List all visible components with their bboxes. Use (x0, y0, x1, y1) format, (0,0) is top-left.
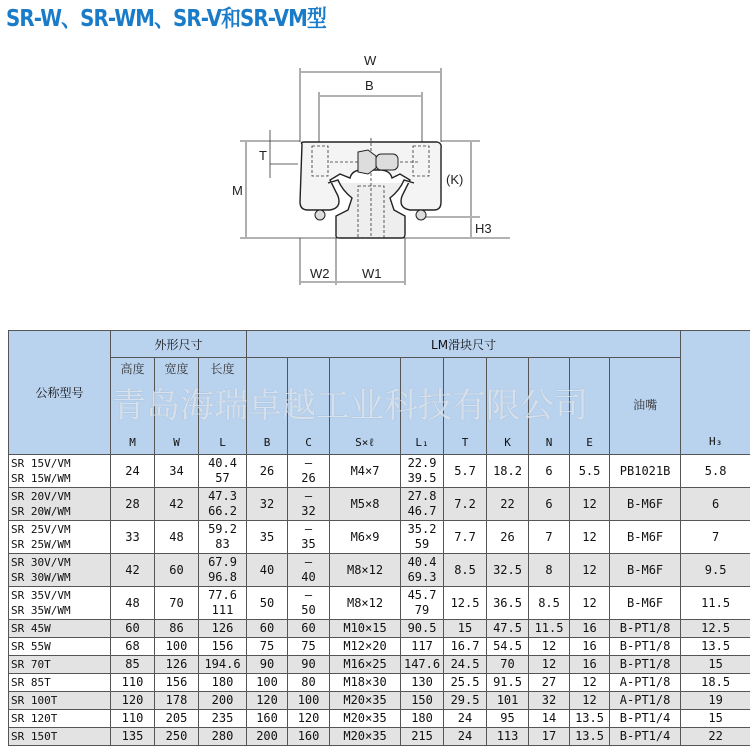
cell-s: M5×8 (330, 488, 401, 521)
cell-e: 12 (570, 692, 610, 710)
cell-t: 24 (444, 728, 487, 746)
cell-h3: 9.5 (681, 554, 750, 587)
header-col-11 (610, 358, 681, 455)
cell-e: 16 (570, 620, 610, 638)
cell-m: 135 (111, 728, 155, 746)
header-outer-dimensions: 外形尺寸 (111, 331, 247, 358)
header-symbol: B (263, 436, 271, 449)
cell-m: 48 (111, 587, 155, 620)
cell-line: 45.7 (407, 588, 437, 602)
cell-model: SR 55W (9, 638, 111, 656)
cell-b: 40 (247, 554, 288, 587)
cell-line: 40 (301, 570, 316, 584)
header-col-9 (529, 358, 570, 455)
cell-b: 50 (247, 587, 288, 620)
cell-s: M20×35 (330, 728, 401, 746)
cell-nipple: A-PT1/8 (610, 674, 681, 692)
cell-w: 34 (155, 455, 199, 488)
cell-l1: 180 (401, 710, 444, 728)
cell-n: 32 (529, 692, 570, 710)
cell-t: 5.7 (444, 455, 487, 488)
cell-w: 70 (155, 587, 199, 620)
cell-s: M8×12 (330, 554, 401, 587)
cell-w: 250 (155, 728, 199, 746)
cell-line: SR 20V/VM (11, 490, 71, 503)
cell-s: M12×20 (330, 638, 401, 656)
cell-c: 75 (288, 638, 330, 656)
cell-line: 46.7 (407, 504, 437, 518)
cell-l1: 130 (401, 674, 444, 692)
cell-k: 26 (487, 521, 529, 554)
cell-m: 60 (111, 620, 155, 638)
cell-line: 39.5 (407, 471, 437, 485)
cell-model: SR 70T (9, 656, 111, 674)
cell-line: 47.3 (208, 489, 237, 503)
cell-s: M8×12 (330, 587, 401, 620)
cell-line: 96.8 (208, 570, 237, 584)
cell-line: SR 35V/VM (11, 589, 71, 602)
cell-nipple: B-PT1/4 (610, 710, 681, 728)
cell-k: 113 (487, 728, 529, 746)
cell-line: SR 20W/WM (11, 505, 71, 518)
cell-line: — (304, 489, 313, 503)
cell-model: SR 85T (9, 674, 111, 692)
cell-h3: 15 (681, 710, 750, 728)
cell-s: M20×35 (330, 692, 401, 710)
cell-line: 77.6 (208, 588, 237, 602)
cell-t: 24.5 (444, 656, 487, 674)
cell-line: 83 (215, 537, 230, 551)
cell-k: 22 (487, 488, 529, 521)
cell-m: 120 (111, 692, 155, 710)
cell-model: SR 120T (9, 710, 111, 728)
header-symbol: K (504, 436, 511, 449)
cell-h3: 11.5 (681, 587, 750, 620)
cell-m: 110 (111, 674, 155, 692)
cell-m: 24 (111, 455, 155, 488)
cell-n: 17 (529, 728, 570, 746)
cell-n: 14 (529, 710, 570, 728)
cell-model (9, 521, 111, 554)
linear-guide-cross-section-diagram (230, 50, 510, 290)
cell-e: 5.5 (570, 455, 610, 488)
header-symbol: E (586, 436, 593, 449)
cell-line: 59.2 (208, 522, 237, 536)
dim-label-b: B (365, 78, 374, 93)
header-cn-label: 长度 (210, 362, 235, 376)
cell-w: 48 (155, 521, 199, 554)
cell-b: 32 (247, 488, 288, 521)
cell-line: SR 30V/VM (11, 556, 71, 569)
cell-m: 68 (111, 638, 155, 656)
cell-line: SR 25V/VM (11, 523, 71, 536)
cell-t: 15 (444, 620, 487, 638)
cell-model: SR 45W (9, 620, 111, 638)
dim-label-k: (K) (446, 172, 464, 187)
table-row (9, 710, 750, 728)
cell-l1 (401, 488, 444, 521)
cell-s: M6×9 (330, 521, 401, 554)
header-symbol: N (545, 436, 553, 449)
cell-nipple: B-PT1/4 (610, 728, 681, 746)
cell-h3: 22 (681, 728, 750, 746)
header-col-1 (155, 358, 199, 455)
header-model: 公称型号 (9, 331, 111, 455)
cell-s: M18×30 (330, 674, 401, 692)
header-col-2 (199, 358, 247, 455)
cell-e: 13.5 (570, 710, 610, 728)
cell-l1 (401, 587, 444, 620)
cell-b: 100 (247, 674, 288, 692)
cell-line: 66.2 (208, 504, 237, 518)
table-row (9, 656, 750, 674)
dim-label-h3: H3 (475, 221, 492, 236)
cell-n: 6 (529, 455, 570, 488)
cell-model (9, 587, 111, 620)
header-cn-label: 宽度 (164, 362, 189, 376)
cell-s: M4×7 (330, 455, 401, 488)
cell-model: SR 150T (9, 728, 111, 746)
cell-line: SR 15V/VM (11, 457, 71, 470)
cell-line: 69.3 (407, 570, 437, 584)
table-row (9, 455, 750, 488)
cell-k: 36.5 (487, 587, 529, 620)
cell-e: 12 (570, 587, 610, 620)
cell-l: 180 (199, 674, 247, 692)
cell-t: 7.7 (444, 521, 487, 554)
cell-c (288, 587, 330, 620)
cell-b: 60 (247, 620, 288, 638)
cell-c: 160 (288, 728, 330, 746)
cell-n: 12 (529, 656, 570, 674)
cell-k: 95 (487, 710, 529, 728)
cell-w: 126 (155, 656, 199, 674)
cell-s: M16×25 (330, 656, 401, 674)
cell-line: SR 15W/WM (11, 472, 71, 485)
cell-l: 280 (199, 728, 247, 746)
cell-c: 100 (288, 692, 330, 710)
header-col-7 (444, 358, 487, 455)
cell-l (199, 521, 247, 554)
cell-m: 28 (111, 488, 155, 521)
cell-line: 32 (301, 504, 316, 518)
cell-b: 90 (247, 656, 288, 674)
cell-model (9, 455, 111, 488)
cell-k: 91.5 (487, 674, 529, 692)
cell-l (199, 455, 247, 488)
cell-t: 25.5 (444, 674, 487, 692)
cell-w: 86 (155, 620, 199, 638)
header-symbol: M (129, 436, 136, 449)
cell-t: 8.5 (444, 554, 487, 587)
cell-s: M10×15 (330, 620, 401, 638)
cell-s: M20×35 (330, 710, 401, 728)
cell-w: 60 (155, 554, 199, 587)
cell-n: 8.5 (529, 587, 570, 620)
dim-label-w: W (364, 53, 377, 68)
table-row (9, 638, 750, 656)
cell-h3: 12.5 (681, 620, 750, 638)
cell-l: 235 (199, 710, 247, 728)
cell-w: 42 (155, 488, 199, 521)
cell-l (199, 488, 247, 521)
cell-l1: 150 (401, 692, 444, 710)
cell-k: 70 (487, 656, 529, 674)
cell-nipple: B-PT1/8 (610, 620, 681, 638)
cell-nipple: PB1021B (610, 455, 681, 488)
dim-label-m: M (232, 183, 243, 198)
cell-c (288, 521, 330, 554)
cell-n: 6 (529, 488, 570, 521)
cell-l1 (401, 554, 444, 587)
cell-nipple: B-M6F (610, 488, 681, 521)
cell-c: 60 (288, 620, 330, 638)
dim-label-t: T (259, 148, 267, 163)
cell-b: 26 (247, 455, 288, 488)
cell-nipple: B-PT1/8 (610, 638, 681, 656)
header-col-5 (330, 358, 401, 455)
cell-k: 101 (487, 692, 529, 710)
cell-n: 27 (529, 674, 570, 692)
cell-k: 47.5 (487, 620, 529, 638)
table-row (9, 587, 750, 620)
cell-line: — (304, 522, 313, 536)
cell-e: 13.5 (570, 728, 610, 746)
cell-b: 120 (247, 692, 288, 710)
cell-n: 7 (529, 521, 570, 554)
cell-l1 (401, 455, 444, 488)
cell-m: 85 (111, 656, 155, 674)
header-cn-label: 高度 (120, 362, 145, 376)
cell-e: 12 (570, 488, 610, 521)
cell-line: 26 (301, 471, 316, 485)
cell-line: 40.4 (407, 555, 437, 569)
header-symbol: L₁ (415, 436, 429, 449)
header-block-dimensions: LM滑块尺寸 (247, 331, 681, 358)
cell-line: 111 (211, 603, 234, 617)
cell-e: 12 (570, 554, 610, 587)
dim-label-w1: W1 (362, 266, 382, 281)
cell-line: 67.9 (208, 555, 237, 569)
cell-k: 18.2 (487, 455, 529, 488)
cell-line: SR 25W/WM (11, 538, 71, 551)
cell-e: 16 (570, 638, 610, 656)
cell-line: — (304, 456, 313, 470)
cell-t: 16.7 (444, 638, 487, 656)
cell-l1 (401, 521, 444, 554)
cell-nipple: B-M6F (610, 587, 681, 620)
header-h3: H₃ (681, 331, 750, 455)
cell-e: 12 (570, 521, 610, 554)
cell-m: 33 (111, 521, 155, 554)
cell-line: 40.4 (208, 456, 237, 470)
cell-line: 27.8 (407, 489, 437, 503)
cell-w: 205 (155, 710, 199, 728)
cell-h3: 5.8 (681, 455, 750, 488)
header-col-4 (288, 358, 330, 455)
cell-l1: 90.5 (401, 620, 444, 638)
cell-nipple: A-PT1/8 (610, 692, 681, 710)
cell-model: SR 100T (9, 692, 111, 710)
cell-n: 11.5 (529, 620, 570, 638)
cell-l: 194.6 (199, 656, 247, 674)
cell-line: 50 (301, 603, 316, 617)
cell-line: 59 (414, 537, 430, 551)
cell-line: SR 35W/WM (11, 604, 71, 617)
cell-l1: 147.6 (401, 656, 444, 674)
table-row (9, 728, 750, 746)
cell-line: 35 (301, 537, 316, 551)
table-row (9, 620, 750, 638)
cell-l: 156 (199, 638, 247, 656)
page-title: SR-W、SR-WM、SR-V和SR-VM型 (6, 6, 326, 32)
header-symbol: W (173, 436, 180, 449)
table-row (9, 674, 750, 692)
cell-t: 24 (444, 710, 487, 728)
cell-h3: 15 (681, 656, 750, 674)
table-row (9, 692, 750, 710)
cell-c (288, 554, 330, 587)
cell-line: — (304, 588, 313, 602)
table-row (9, 521, 750, 554)
cell-line: — (304, 555, 313, 569)
cell-c: 90 (288, 656, 330, 674)
cell-l1: 117 (401, 638, 444, 656)
cell-e: 12 (570, 674, 610, 692)
cell-line: 22.9 (407, 456, 437, 470)
header-col-0 (111, 358, 155, 455)
header-nipple: 油嘴 (633, 398, 658, 412)
header-col-6 (401, 358, 444, 455)
cell-c: 80 (288, 674, 330, 692)
cell-model (9, 488, 111, 521)
header-symbol: T (461, 436, 469, 449)
cell-k: 54.5 (487, 638, 529, 656)
cell-nipple: B-PT1/8 (610, 656, 681, 674)
cell-line: SR 30W/WM (11, 571, 71, 584)
cell-h3: 18.5 (681, 674, 750, 692)
cell-line: 79 (414, 603, 430, 617)
cell-b: 75 (247, 638, 288, 656)
cell-l: 126 (199, 620, 247, 638)
watermark: 青岛海瑞卓越工业科技有限公司 (112, 386, 588, 426)
cell-m: 42 (111, 554, 155, 587)
table-row (9, 488, 750, 521)
cell-n: 12 (529, 638, 570, 656)
cell-line: 35.2 (407, 522, 437, 536)
cell-w: 100 (155, 638, 199, 656)
cell-b: 160 (247, 710, 288, 728)
cell-t: 29.5 (444, 692, 487, 710)
cell-c: 120 (288, 710, 330, 728)
cell-m: 110 (111, 710, 155, 728)
cell-h3: 13.5 (681, 638, 750, 656)
cell-c (288, 488, 330, 521)
cell-c (288, 455, 330, 488)
cell-model (9, 554, 111, 587)
header-symbol: C (305, 436, 312, 449)
cell-w: 156 (155, 674, 199, 692)
cell-line: 57 (215, 471, 230, 485)
cell-b: 35 (247, 521, 288, 554)
spec-table (8, 330, 750, 746)
header-col-10 (570, 358, 610, 455)
header-symbol: S×ℓ (355, 436, 375, 449)
cell-t: 7.2 (444, 488, 487, 521)
cell-nipple: B-M6F (610, 521, 681, 554)
cell-l: 200 (199, 692, 247, 710)
cell-l1: 215 (401, 728, 444, 746)
cell-n: 8 (529, 554, 570, 587)
dim-label-w2: W2 (310, 266, 330, 281)
cell-l (199, 587, 247, 620)
header-col-8 (487, 358, 529, 455)
cell-b: 200 (247, 728, 288, 746)
header-symbol: L (219, 436, 226, 449)
cell-w: 178 (155, 692, 199, 710)
cell-h3: 6 (681, 488, 750, 521)
cell-h3: 19 (681, 692, 750, 710)
cell-e: 16 (570, 656, 610, 674)
cell-t: 12.5 (444, 587, 487, 620)
cell-l (199, 554, 247, 587)
cell-k: 32.5 (487, 554, 529, 587)
table-row (9, 554, 750, 587)
header-col-3 (247, 358, 288, 455)
cell-h3: 7 (681, 521, 750, 554)
cell-nipple: B-M6F (610, 554, 681, 587)
